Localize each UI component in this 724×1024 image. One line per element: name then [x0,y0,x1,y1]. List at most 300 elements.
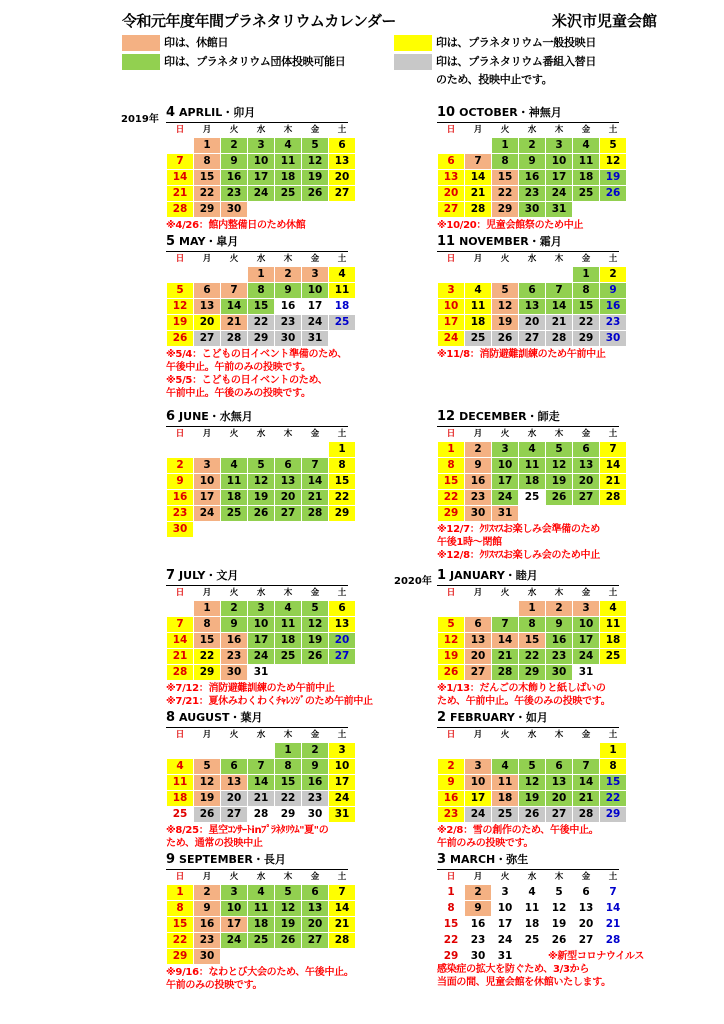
weekday-label: 日 [167,428,194,442]
day-cell: 2 [546,601,573,617]
day-cell: 18 [519,917,546,933]
empty-cell [221,267,248,283]
day-cell: 13 [546,775,573,791]
month-header [166,235,348,252]
day-cell: 20 [546,791,573,807]
day-cell: 12 [167,299,194,315]
week-row [438,154,627,170]
day-cell: 2 [465,442,492,458]
day-cell: 24 [248,649,275,665]
day-cell: 17 [492,474,519,490]
day-cell: 25 [492,807,519,823]
day-cell: 5 [546,442,573,458]
day-cell: 21 [465,186,492,202]
week-row [438,474,627,490]
month-notes [437,348,619,361]
day-cell: 11 [519,458,546,474]
weekday-label: 月 [465,124,492,138]
weekday-row [167,253,356,267]
day-cell: 1 [573,267,600,283]
month-notes [166,682,373,708]
weekday-label: 水 [248,587,275,601]
weekday-label: 火 [221,871,248,885]
month-number: 1 [437,568,447,583]
month-grid [166,252,356,347]
weekday-label: 土 [600,729,627,743]
day-cell: 8 [167,901,194,917]
day-cell: 19 [302,170,329,186]
weekday-label: 土 [329,124,356,138]
empty-cell [465,743,492,759]
week-row [438,665,627,681]
week-row [167,617,356,633]
day-cell: 7 [329,885,356,901]
empty-cell [492,601,519,617]
weekday-label: 火 [492,124,519,138]
week-row [438,791,627,807]
day-cell: 17 [248,633,275,649]
weekday-label: 木 [546,587,573,601]
day-cell: 20 [329,170,356,186]
weekday-label: 日 [438,729,465,743]
week-row [167,759,356,775]
day-cell: 1 [248,267,275,283]
day-cell: 8 [600,759,627,775]
note-line: ※9/16：なわとび大会のため、午後中止。 [166,967,354,978]
month-number: 2 [437,710,447,725]
note-line: 午後中止。午前のみの投映です。 [166,362,311,373]
weekday-label: 火 [492,253,519,267]
week-row [167,283,356,299]
month-number: 11 [437,234,456,249]
day-cell: 6 [465,617,492,633]
month-notes [166,348,348,400]
day-cell: 2 [438,759,465,775]
empty-cell [438,743,465,759]
day-cell: 17 [546,170,573,186]
weekday-label: 金 [573,587,600,601]
day-cell: 14 [600,901,627,917]
day-cell: 19 [275,917,302,933]
day-cell: 20 [275,490,302,506]
month-header [437,853,619,870]
day-cell: 29 [492,202,519,218]
day-cell: 14 [167,633,194,649]
week-row [167,885,356,901]
day-cell: 17 [221,917,248,933]
day-cell: 9 [438,775,465,791]
empty-cell [573,743,600,759]
day-cell: 20 [519,315,546,331]
day-cell: 28 [167,202,194,218]
day-cell: 10 [573,617,600,633]
day-cell: 25 [573,186,600,202]
day-cell: 12 [438,633,465,649]
empty-cell [221,743,248,759]
note-line: 午前のみの投映です。 [437,838,534,849]
week-row [438,490,627,506]
month-grid [437,586,627,681]
week-row [167,791,356,807]
day-cell: 10 [248,154,275,170]
day-cell: 18 [275,170,302,186]
day-cell: 1 [492,138,519,154]
day-cell: 13 [438,170,465,186]
month-notes [166,966,354,992]
day-cell: 6 [519,283,546,299]
week-row [167,186,356,202]
day-cell: 22 [438,490,465,506]
day-cell: 10 [329,759,356,775]
day-cell: 10 [465,775,492,791]
weekday-label: 日 [167,871,194,885]
venue-name: 米沢市児童会館 [552,12,658,30]
day-cell: 9 [302,759,329,775]
day-cell: 25 [329,315,356,331]
day-cell: 7 [167,154,194,170]
day-cell: 18 [600,633,627,649]
day-cell: 12 [248,474,275,490]
day-cell: 24 [194,506,221,522]
day-cell: 29 [275,807,302,823]
note-line: ※5/5：こどもの日イベントのため、 [166,375,328,386]
day-cell: 4 [573,138,600,154]
weekday-label: 木 [546,124,573,138]
week-row [438,917,627,933]
week-row [438,933,627,949]
empty-cell [167,743,194,759]
weekday-label: 水 [248,124,275,138]
day-cell: 6 [275,458,302,474]
day-cell: 8 [519,617,546,633]
weekday-row [167,871,356,885]
week-row [167,170,356,186]
day-cell: 17 [438,315,465,331]
month-number: 6 [166,409,176,424]
day-cell: 8 [194,617,221,633]
day-cell: 22 [438,933,465,949]
day-cell: 21 [302,490,329,506]
week-row [438,506,627,522]
month-grid [166,427,356,538]
day-cell: 1 [438,442,465,458]
weekday-label: 水 [519,729,546,743]
week-row [438,743,627,759]
weekday-label: 火 [221,587,248,601]
day-cell: 2 [302,743,329,759]
day-cell: 30 [302,807,329,823]
day-cell: 26 [248,506,275,522]
day-cell: 13 [465,633,492,649]
week-row [167,933,356,949]
week-row [167,299,356,315]
day-cell: 20 [573,917,600,933]
day-cell: 4 [492,759,519,775]
month-grid [166,870,356,965]
day-cell: 19 [600,170,627,186]
march-closure-note-2: 感染症の拡大を防ぐため、3/3から [437,964,590,975]
day-cell: 20 [573,474,600,490]
day-cell: 15 [275,775,302,791]
week-row [167,474,356,490]
day-cell: 26 [519,807,546,823]
day-cell: 21 [600,474,627,490]
day-cell: 19 [438,649,465,665]
day-cell: 12 [302,617,329,633]
day-cell: 17 [329,775,356,791]
month-notes [166,219,348,232]
day-cell: 2 [221,601,248,617]
day-cell: 23 [465,490,492,506]
weekday-label: 金 [573,729,600,743]
day-cell: 23 [221,186,248,202]
day-cell: 23 [600,315,627,331]
week-row [438,442,627,458]
month-grid [166,586,356,681]
day-cell: 6 [329,601,356,617]
empty-cell [519,267,546,283]
month-number: 8 [166,710,176,725]
note-line: 午前中止。午後のみの投映です。 [166,388,311,399]
legend-closed-swatch [122,35,160,51]
day-cell: 26 [600,186,627,202]
empty-cell [438,267,465,283]
day-cell: 10 [546,154,573,170]
day-cell: 7 [167,617,194,633]
day-cell: 19 [492,315,519,331]
day-cell: 12 [546,458,573,474]
day-cell: 13 [573,901,600,917]
empty-cell [465,267,492,283]
day-cell: 3 [248,601,275,617]
day-cell: 1 [329,442,356,458]
day-cell: 11 [492,775,519,791]
day-cell: 16 [194,917,221,933]
day-cell: 5 [600,138,627,154]
day-cell: 20 [221,791,248,807]
day-cell: 8 [438,458,465,474]
day-cell: 3 [248,138,275,154]
day-cell: 22 [194,649,221,665]
weekday-label: 日 [438,871,465,885]
day-cell: 24 [438,331,465,347]
weekday-label: 月 [194,124,221,138]
day-cell: 3 [221,885,248,901]
day-cell: 3 [438,283,465,299]
day-cell: 26 [194,807,221,823]
day-cell: 2 [600,267,627,283]
day-cell: 18 [221,490,248,506]
month-label: DECEMBER・師走 [459,410,560,423]
day-cell: 31 [492,949,519,965]
note-line: ※12/8：ｸﾘｽﾏｽお楽しみ会のため中止 [437,550,600,561]
month-label: NOVEMBER・霜月 [459,235,562,248]
day-cell: 27 [438,202,465,218]
week-row [167,331,356,347]
day-cell: 18 [248,917,275,933]
weekday-label: 火 [492,428,519,442]
day-cell: 30 [167,522,194,538]
day-cell: 11 [573,154,600,170]
day-cell: 15 [329,474,356,490]
day-cell: 11 [519,901,546,917]
month-label: SEPTEMBER・長月 [179,853,286,866]
weekday-label: 木 [275,253,302,267]
note-line: ※7/12：消防避難訓練のため午前中止 [166,683,335,694]
day-cell: 6 [194,283,221,299]
day-cell: 9 [600,283,627,299]
day-cell: 12 [275,901,302,917]
day-cell: 28 [600,933,627,949]
weekday-label: 金 [573,871,600,885]
day-cell: 14 [248,775,275,791]
day-cell: 23 [302,791,329,807]
day-cell: 7 [302,458,329,474]
day-cell: 23 [275,315,302,331]
week-row [167,601,356,617]
day-cell: 5 [302,138,329,154]
weekday-label: 木 [546,253,573,267]
day-cell: 14 [302,474,329,490]
day-cell: 8 [194,154,221,170]
month-april [166,106,348,232]
day-cell: 10 [194,474,221,490]
day-cell: 7 [221,283,248,299]
month-march [437,853,619,965]
day-cell: 31 [329,807,356,823]
weekday-label: 金 [302,253,329,267]
weekday-label: 月 [465,587,492,601]
weekday-label: 土 [600,871,627,885]
day-cell: 16 [275,299,302,315]
note-line: ※2/8：雪の創作のため、午後中止。 [437,825,599,836]
month-number: 4 [166,105,176,120]
day-cell: 28 [221,331,248,347]
weekday-label: 日 [167,124,194,138]
weekday-label: 月 [465,253,492,267]
day-cell: 28 [465,202,492,218]
day-cell: 4 [519,885,546,901]
week-row [438,331,627,347]
day-cell: 16 [600,299,627,315]
day-cell: 27 [329,649,356,665]
month-grid [437,123,627,218]
day-cell: 22 [519,649,546,665]
day-cell: 5 [438,617,465,633]
day-cell: 27 [546,807,573,823]
weekday-label: 火 [492,729,519,743]
day-cell: 29 [519,665,546,681]
weekday-label: 火 [221,428,248,442]
day-cell: 17 [492,917,519,933]
week-row [167,315,356,331]
day-cell: 15 [248,299,275,315]
day-cell: 15 [167,917,194,933]
weekday-label: 月 [465,729,492,743]
week-row [167,775,356,791]
weekday-label: 金 [302,428,329,442]
day-cell: 27 [573,490,600,506]
day-cell: 22 [492,186,519,202]
day-cell: 25 [221,506,248,522]
day-cell: 1 [519,601,546,617]
day-cell: 30 [275,331,302,347]
day-cell: 31 [573,665,600,681]
day-cell: 26 [275,933,302,949]
day-cell: 1 [438,885,465,901]
day-cell: 26 [167,331,194,347]
day-cell: 19 [546,474,573,490]
day-cell: 17 [302,299,329,315]
legend-program-swatch [394,54,432,70]
day-cell: 25 [465,331,492,347]
week-row [438,267,627,283]
day-cell: 16 [302,775,329,791]
month-header [437,106,619,123]
day-cell: 24 [329,791,356,807]
day-cell: 23 [194,933,221,949]
day-cell: 28 [600,490,627,506]
day-cell: 23 [465,933,492,949]
week-row [438,315,627,331]
note-line: ※1/13：だんごの木飾りと紙しばいの [437,683,606,694]
weekday-label: 木 [275,428,302,442]
day-cell: 21 [248,791,275,807]
note-line: ※11/8：消防避難訓練のため午前中止 [437,349,606,360]
legend-program-label-2: のため、投映中止です。 [436,73,553,86]
day-cell: 26 [302,649,329,665]
day-cell: 3 [329,743,356,759]
week-row [167,506,356,522]
day-cell: 30 [221,665,248,681]
week-row [438,170,627,186]
weekday-label: 月 [194,428,221,442]
day-cell: 30 [546,665,573,681]
day-cell: 14 [600,458,627,474]
day-cell: 10 [438,299,465,315]
weekday-label: 金 [573,253,600,267]
day-cell: 12 [194,775,221,791]
weekday-label: 土 [600,428,627,442]
day-cell: 1 [167,885,194,901]
day-cell: 23 [438,807,465,823]
day-cell: 27 [275,506,302,522]
day-cell: 3 [194,458,221,474]
weekday-label: 金 [302,587,329,601]
day-cell: 30 [519,202,546,218]
weekday-row [438,124,627,138]
day-cell: 6 [546,759,573,775]
week-row [167,949,356,965]
weekday-label: 土 [600,253,627,267]
weekday-label: 日 [167,253,194,267]
day-cell: 5 [275,885,302,901]
weekday-label: 土 [600,587,627,601]
day-cell: 28 [167,665,194,681]
weekday-label: 火 [492,871,519,885]
note-line: ※10/20：児童会館祭のため中止 [437,220,584,231]
day-cell: 13 [519,299,546,315]
weekday-label: 月 [194,871,221,885]
day-cell: 8 [573,283,600,299]
day-cell: 1 [194,138,221,154]
day-cell: 28 [329,933,356,949]
weekday-label: 火 [221,124,248,138]
month-header [166,711,348,728]
day-cell: 11 [600,617,627,633]
day-cell: 12 [600,154,627,170]
empty-cell [248,442,275,458]
